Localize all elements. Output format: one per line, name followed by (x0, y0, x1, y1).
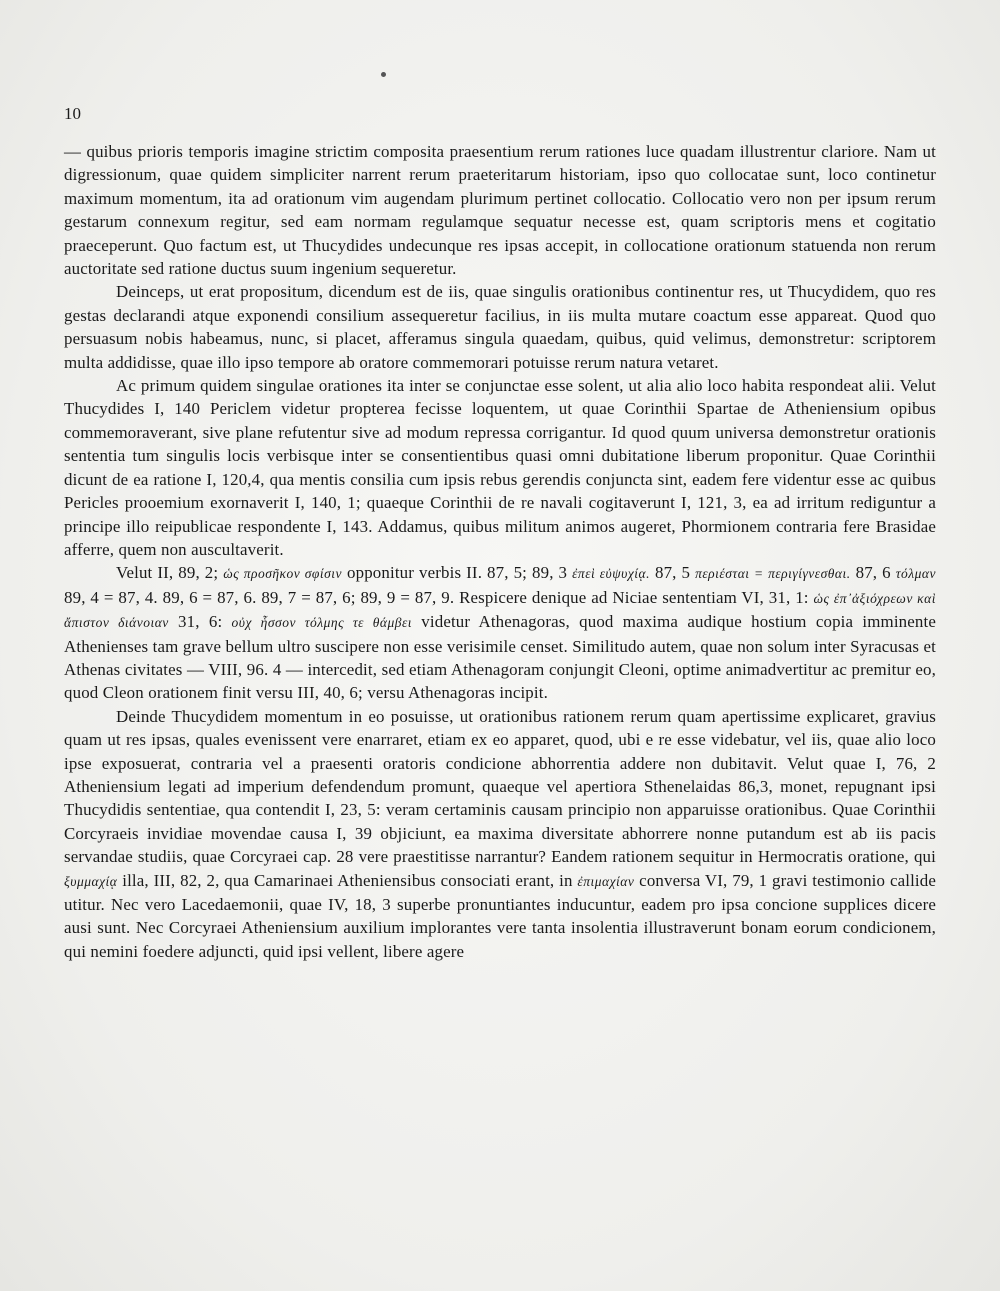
greek-quotation: ὡς προσῆκον σφίσιν (223, 566, 343, 582)
paragraph (64, 705, 936, 963)
paragraph (64, 280, 936, 374)
greek-quotation: ἐπιμαχίαν (577, 873, 635, 889)
text-run: 89, 4 = 87, 4. 89, 6 = 87, 6. 89, 7 = 87, 6; 89, 9 = 87, 9. Respicere denique ad Niciae sententiam VI, 31, 1: (64, 587, 814, 607)
greek-quotation: ξυμμαχίᾳ (64, 873, 118, 889)
paragraph (64, 374, 936, 561)
paragraph (64, 561, 936, 704)
text-run: 87, 6 (850, 563, 896, 583)
print-dot (381, 72, 386, 77)
greek-quotation: οὐχ ἧσσον τόλμης τε θάμβει (231, 615, 413, 631)
greek-quotation: ἐπεὶ εὐψυχίᾳ. (572, 566, 650, 582)
text-run: videtur Athenagoras, quod maxima audique hostium copia imminente Athenienses tam grave bellum ultro suscipere non esse verisimile censet. Similitudo autem, quae non solum inter Syracusas et Athenas civitates — VIII, 96. 4 — intercedit, sed etiam Athenagoram conjungit Cleoni, optime animadvertitur ac premitur eo, quod Cleon orationem finit versu III, 40, 6; versu Athenagoras incipit. (64, 612, 937, 703)
text-run: opponitur verbis II. 87, 5; 89, 3 (342, 563, 573, 583)
greek-quotation: τόλμαν (895, 566, 936, 582)
text-run: Ac primum quidem singulae orationes ita inter se conjunctae esse solent, ut alia alio loco habita respondeat alii. Velut Thucydides I, 140 Periclem videtur propterea fecisse loquentem, ut quae Corinthii Spartae de Atheniensium opibus commemoraverant, sive plane refutentur sive ad modum repressa corrigantur. Id quod quum universa demonstretur orationis sententia tum singulis locis verbisque inter se consentientibus quasi omni dubitatione liberum proponitur. Quae Corinthii dicunt de ea ratione I, 120,4, qua mentis consilia cum ipsis rebus gerendis conjuncta sint, eadem fere videntur esse ac quibus Pericles prooemium exornaverit I, 140, 1; quaeque Corinthii de re navali cogitaverunt I, 121, 3, ea ad irritum rediguntur a principe illo reipublicae respondente I, 143. Addamus, quibus militum animos augeret, Phormionem contraria fere Brasidae afferre, quem non auscultaverit. (64, 376, 936, 559)
body-text (64, 140, 936, 963)
greek-quotation: περιέσται = περιγίγνεσθαι. (695, 566, 851, 582)
text-run: Velut II, 89, 2; (116, 563, 224, 583)
text-run: Deinde Thucydidem momentum in eo posuisse, ut orationibus rationem rerum quam apertissime explicaret, gravius quam ut res ipsas, quales evenissent vere enarraret, etiam ex eo apparet, quod, ubi e re esse videbatur, vel iis, quae alio loco ipse exposuerat, contraria vel a praesenti oratoris condicione abhorrentia addere non dubitavit. Velut quae I, 76, 2 Atheniensium legati ad imperium defendendum promunt, quaeque vel apertiora Sthenelaidas 86,3, monet, repugnant ipsi Thucydidis sententiae, qua contendit I, 23, 5: veram certaminis causam principio non apparuisse orationibus. Quae Corinthii Corcyraeis invidiae movendae causa I, 39 objiciunt, ea maxima diversitate abhorrere nonne putandum est ab iis pacis servandae studiis, quae Corcyraei cap. 28 vere praestitisse narrantur? Eandem rationem sequitur in Hermocratis oratione, qui (64, 706, 936, 867)
page-number: 10 (64, 104, 81, 123)
text-run: conversa VI, 79, 1 gravi testimonio callide utitur. Nec vero Lacedaemonii, quae IV, 18, 3 superbe pronuntiantes inducuntur, eadem pro ipsa concione supplices dicere ausi sunt. Nec Corcyraei Atheniensium auxilium implorantes vere tanta insolentia illustraverunt bonam eorum condicionem, qui nemini foedere adjuncti, quid ipsi vellent, libere agere (64, 870, 937, 961)
paragraph (64, 140, 936, 280)
text-run: 87, 5 (650, 563, 696, 583)
greek-quotation: ὡς ἐπ᾽ἀξιόχρεων καὶ ἄπιστον διάνοιαν (64, 590, 937, 631)
text-run: Deinceps, ut erat propositum, dicendum est de iis, quae singulis orationibus continentur res, ut Thucydidem, quo res gestas declarandi atque exponendi consilium assequeretur facilius, in iis multa mutare coactum esse appareat. Quod quo persuasum nobis habeamus, nunc, si placet, afferamus singula quaedam, quibus, quid velimus, demonstretur: scriptorem multa addidisse, quae illo ipso tempore ab oratore commemorari potuisse rerum natura vetaret. (64, 282, 936, 372)
text-run: — quibus prioris temporis imagine strictim composita praesentium rerum rationes luce quadam illustrentur clariore. Nam ut digressionum, quae quidem simpliciter narrent rerum praeteritarum historiam, ipso quo collocatae sunt, loco continetur maximum momentum, ita ad orationum vim augendam plurimum pertinet collocatio. Collocatio vero non per ipsum rerum gestarum connexum regitur, sed eam normam regulamque sequatur necesse est, quam scriptoris mens et cogitatio praeceperunt. Quo factum est, ut Thucydides undecunque res ipsas accepit, in collocatione orationum statuenda non rerum auctoritate sed ratione ductus suum ingenium sequeretur. (64, 142, 936, 279)
text-run: illa, III, 82, 2, qua Camarinaei Atheniensibus consociati erant, in (117, 870, 578, 890)
text-run: 31, 6: (168, 612, 232, 632)
